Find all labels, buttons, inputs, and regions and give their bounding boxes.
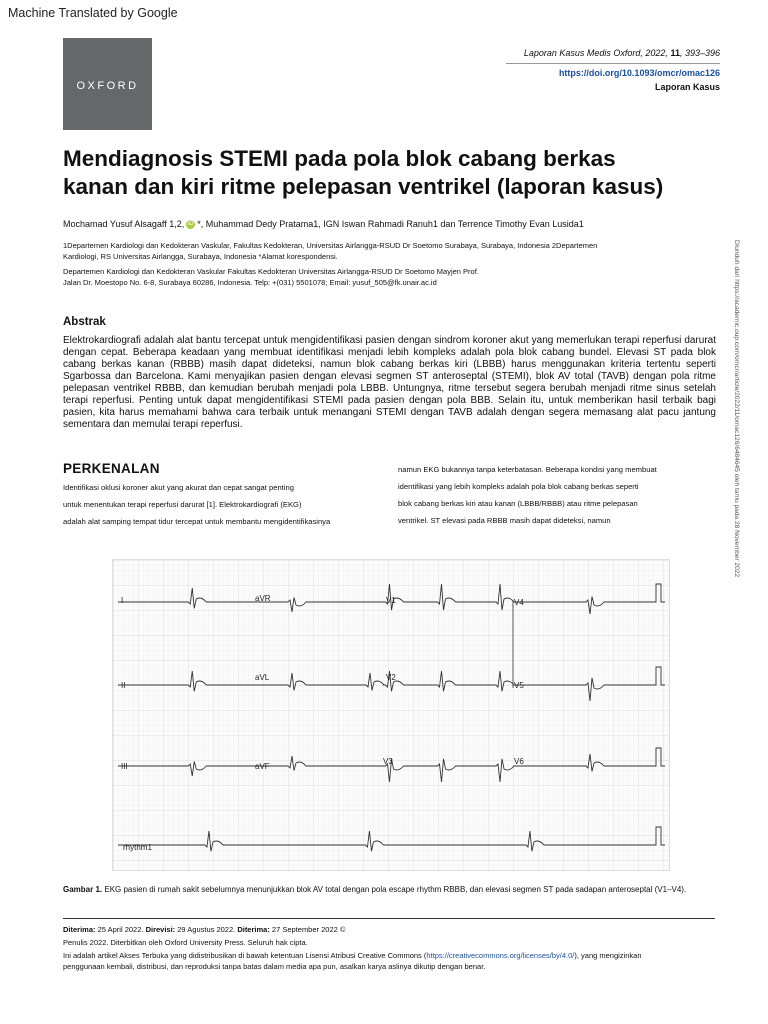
affiliation-1 [63,240,713,262]
dates-line [63,924,723,935]
lead-label-v2: V2 [386,673,396,682]
abstract-text: Elektrokardiografi adalah alat bantu tercepat untuk mengidentifikasi pasien dengan sindrom koroner akut yang memerlukan terapi reperfusi darurat dengan cepat. Beberapa keadaan yang membuat identifikasi menjadi lebih kompleks adalah pola blok cabang bundel. Elevasi ST pada blok cabang berkas kanan (RBBB) masih dapat dideteksi, namun blok cabang berkas kiri (LBBB) harus menggunakan kriteria tertentu seperti Sgarbossa dan Barcelona. Kami menyajikan pasien dengan elevasi segmen ST anteroseptal (STEMI), blok AV total (TAVB) dengan pola ritme pelepasan ventrikel RBBB, dan kemudian berubah menjadi pola LBBB. Untungnya, ritme tersebut segera berubah menjadi ritme sinus setelah terapi reperfusi. Penting untuk dapat mengidentifikasi STEMI pada pasien dengan pola BBB. Selain itu, untuk memberikan hasil terbaik bagi pasien, kita harus memahami bahwa cara terbaik untuk menangani STEMI dengan TAVB adalah dengan segera memasang alat pacu jantung sementara dan memulai terapi reperfusi. [63,335,716,430]
ecg-figure [112,559,670,871]
authors-part-2: *, Muhammad Dedy Pratama1, IGN Iswan Rahmadi Ranuh1 dan Terrence Timothy Evan Lusida1 [197,219,584,229]
intro-heading: PERKENALAN [63,461,160,476]
journal-volume: 11 [670,48,680,58]
oxford-logo[interactable] [63,38,152,130]
received-label: Diterima: [63,925,96,934]
caption-text: EKG pasien di rumah sakit sebelumnya menunjukkan blok AV total dengan pola escape rhythm RBBB, dan elevasi segmen ST pada sadapan anteroseptal (V1–V4). [102,885,687,894]
figure-caption [63,884,723,896]
intro-right-column [398,461,718,529]
license-link[interactable]: https://creativecommons.org/licenses/by/4.0/ [426,951,575,960]
affiliation-2 [63,266,713,288]
license-text [63,950,723,972]
affiliation-line: Jalan Dr. Moestopo No. 6-8, Surabaya 60286, Indonesia. Telp: +(031) 5501078; Email: yusuf_505@fk.unair.ac.id [63,278,437,287]
affiliation-line: Kardiologi, RS Universitas Airlangga, Surabaya, Indonesia *Alamat korespondensi. [63,252,338,261]
header-rule [506,63,720,64]
author-list [63,219,584,229]
doi-link[interactable]: https://doi.org/10.1093/omcr/omac126 [558,68,720,78]
lead-label-rhythm: rhythm1 [123,843,152,852]
intro-right-line: namun EKG bukannya tanpa keterbatasan. Beberapa kondisi yang membuat [398,465,657,474]
accepted-date: 27 September 2022 © [269,925,346,934]
license-line-2: penggunaan kembali, distribusi, dan reproduksi tanpa batas dalam media apa pun, asalkan karya aslinya dikutip dengan benar. [63,962,486,971]
orcid-icon[interactable]: iD [187,221,194,228]
intro-left-line: Identifikasi oklusi koroner akut yang akurat dan cepat sangat penting [63,483,294,492]
article-title [63,145,743,201]
publisher-line: Penulis 2022. Diterbitkan oleh Oxford University Press. Seluruh hak cipta. [63,938,308,947]
license-post: ), yang mengizinkan [574,951,642,960]
revised-label: Direvisi: [145,925,176,934]
article-type: Laporan Kasus [654,82,720,92]
title-line-1: Mendiagnosis STEMI pada pola blok cabang berkas [63,146,616,171]
lead-label-v1: V1 [386,596,396,605]
journal-year: , 2022, [640,48,671,58]
lead-label-ii: II [121,681,126,690]
caption-label: Gambar 1. [63,885,103,894]
lead-label-avr: aVR [255,594,271,603]
lead-label-iii: III [121,762,128,771]
machine-translated-note: Machine Translated by Google [8,6,178,20]
intro-right-line: ventrikel. ST elevasi pada RBBB masih dapat dideteksi, namun [398,516,611,525]
lead-label-v4: V4 [514,598,524,607]
revised-date: 29 Agustus 2022. [175,925,238,934]
title-line-2: kanan dan kiri ritme pelepasan ventrikel (laporan kasus) [63,174,664,199]
license-pre: Ini adalah artikel Akses Terbuka yang didistribusikan di bawah ketentuan Lisensi Atribusi Creative Commons ( [63,951,427,960]
journal-pages: , 393–396 [679,48,720,58]
affiliation-line: Departemen Kardiologi dan Kedokteran Vaskular Fakultas Kedokteran Universitas Airlangga-RSUD Dr Soetomo Mayjen Prof. [63,267,479,276]
affiliation-line: 1Departemen Kardiologi dan Kedokteran Vaskular, Fakultas Kedokteran, Universitas Airlangga-RSUD Dr Soetomo Surabaya, Surabaya, Indonesia 2Departemen [63,241,598,250]
received-date: 25 April 2022. [95,925,146,934]
intro-left-line: untuk menentukan terapi reperfusi darurat [1]. Elektrokardiografi (EKG) [63,500,302,509]
footer-rule [63,918,715,919]
oxford-logo-text: OXFORD [76,80,139,92]
intro-right-line: blok cabang berkas kiri atau kanan (LBBB/RBBB) atau ritme pelepasan [398,499,638,508]
authors-part-1: Mochamad Yusuf Alsagaff 1,2, [63,219,185,229]
ecg-tracing [113,560,669,870]
lead-label-v6: V6 [514,757,524,766]
intro-left-line: adalah alat samping tempat tidur tercepat untuk membantu mengidentifikasinya [63,517,331,526]
lead-label-v5: V5 [514,681,524,690]
intro-left-column [63,479,393,530]
journal-name: Laporan Kasus Medis Oxford [523,48,641,58]
lead-label-i: I [121,596,124,605]
lead-label-avf: aVF [255,762,270,771]
lead-label-avl: aVL [255,673,270,682]
accepted-label: Diterima: [237,925,270,934]
journal-citation [524,48,720,58]
abstract-heading: Abstrak [63,316,106,328]
lead-label-v3: V3 [383,757,393,766]
download-note: Diunduh dari https://academic.oup.com/omcr/article/2022/11/omac126/6484645 oleh tamu pada 28 November 2022 [733,240,740,578]
intro-right-line: identifikasi yang lebih kompleks adalah pola blok cabang berkas seperti [398,482,639,491]
